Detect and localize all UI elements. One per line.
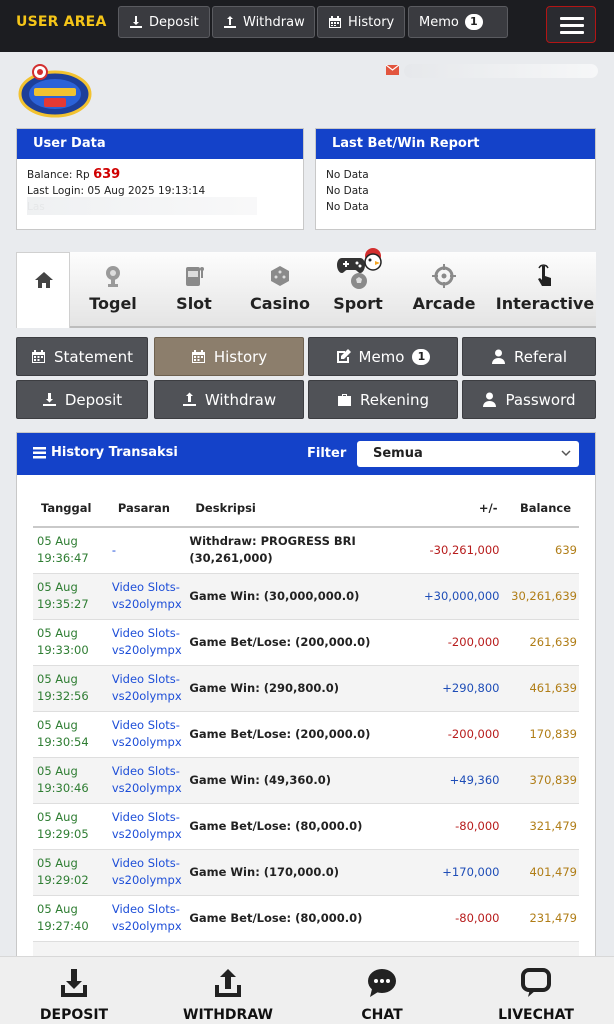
cell-pasaran-line2: vs20olympx	[111, 873, 182, 887]
tab-togel[interactable]	[78, 252, 148, 326]
bottom-deposit-button[interactable]	[14, 957, 134, 1024]
livechat-icon	[520, 967, 552, 999]
cell-date-day: 05 Aug	[37, 718, 78, 732]
filter-select[interactable]	[357, 441, 579, 467]
bottom-chat-button[interactable]	[322, 957, 442, 1024]
cell-pasaran[interactable]	[112, 527, 190, 573]
topbar-history-button[interactable]	[317, 6, 405, 38]
cell-date	[33, 619, 112, 665]
cell-date-time: 19:29:05	[37, 827, 89, 841]
list-icon	[33, 447, 46, 459]
referal-button[interactable]	[462, 337, 596, 376]
calendar-icon	[328, 15, 342, 29]
cell-pasaran-line2: vs20olympx	[111, 735, 182, 749]
cell-amount: -30,261,000	[418, 527, 502, 573]
topbar-memo-label: Memo	[419, 14, 459, 30]
chat-bubble-icon	[366, 967, 398, 999]
rekening-button[interactable]	[308, 380, 458, 419]
bottom-chat-label: CHAT	[361, 1007, 403, 1023]
cell-description: Game Bet/Lose: (200,000.0)	[189, 619, 417, 665]
table-header-row	[33, 489, 579, 527]
table-row	[33, 527, 579, 573]
topbar-memo-button[interactable]	[408, 6, 508, 38]
history-label: History	[213, 347, 268, 366]
cell-pasaran[interactable]	[112, 711, 190, 757]
cell-date	[33, 711, 112, 757]
cell-pasaran[interactable]	[112, 803, 190, 849]
cell-balance: 170,839	[502, 711, 580, 757]
tab-slot-label: Slot	[176, 294, 212, 313]
cell-pasaran-line2: vs20olympx	[111, 827, 182, 841]
cell-balance: 639	[502, 527, 580, 573]
cell-date-day: 05 Aug	[37, 534, 78, 549]
memo-count-badge: 1	[465, 14, 483, 30]
topbar-withdraw-label: Withdraw	[243, 14, 305, 30]
table-row	[33, 619, 579, 665]
cell-date-day: 05 Aug	[37, 626, 78, 640]
edit-icon	[336, 349, 351, 364]
cell-date-time: 19:27:40	[37, 919, 89, 933]
cell-date	[33, 757, 112, 803]
bottom-withdraw-button[interactable]	[168, 957, 288, 1024]
withdraw-button[interactable]	[154, 380, 304, 419]
cell-description: Game Bet/Lose: (80,000.0)	[189, 803, 417, 849]
table-row	[33, 849, 579, 895]
balance-row	[27, 167, 293, 183]
cell-date	[33, 665, 112, 711]
table-row	[33, 665, 579, 711]
withdraw-icon	[182, 392, 197, 407]
cell-pasaran-line1: -	[111, 542, 116, 557]
tab-togel-label: Togel	[89, 294, 137, 313]
cell-pasaran-line2: vs20olympx	[111, 919, 182, 933]
memo-label: Memo	[358, 347, 405, 366]
cell-pasaran-line1: Video Slots-	[111, 626, 180, 640]
last-bet-line: No Data	[326, 169, 369, 181]
cell-date-day: 05 Aug	[37, 810, 78, 824]
cell-pasaran-line2: vs20olympx	[111, 643, 182, 657]
balance-label: Balance: Rp	[27, 169, 90, 181]
statement-button[interactable]	[16, 337, 148, 376]
deposit-button[interactable]	[16, 380, 148, 419]
cell-balance: 261,639	[502, 619, 580, 665]
col-balance: Balance	[502, 489, 580, 527]
cell-balance: 370,839	[502, 757, 580, 803]
cell-balance: 231,479	[502, 895, 580, 941]
history-button[interactable]	[154, 337, 304, 376]
tab-casino[interactable]	[240, 252, 320, 326]
cell-pasaran-line1: Video Slots-	[111, 718, 180, 732]
tab-casino-label: Casino	[250, 294, 310, 313]
tab-interactive[interactable]	[494, 252, 596, 326]
calendar-icon	[31, 349, 46, 364]
topbar-deposit-label: Deposit	[149, 14, 199, 30]
cell-description: Game Win: (30,000,000.0)	[189, 573, 417, 619]
cell-pasaran[interactable]	[112, 573, 190, 619]
cell-pasaran-line1: Video Slots-	[111, 764, 180, 778]
cell-pasaran-line1: Video Slots-	[111, 902, 180, 916]
balance-value: 639	[93, 167, 121, 182]
hamburger-line	[560, 17, 584, 20]
rekening-label: Rekening	[359, 390, 430, 409]
calendar-icon	[191, 349, 206, 364]
cell-description: Game Win: (49,360.0)	[189, 757, 417, 803]
table-row	[33, 803, 579, 849]
upload-icon	[212, 967, 244, 999]
cell-date	[33, 527, 112, 573]
cell-pasaran-line2: vs20olympx	[111, 689, 182, 703]
cell-date	[33, 895, 112, 941]
cell-date-time: 19:30:54	[37, 735, 89, 749]
last-bet-line: No Data	[326, 201, 369, 213]
table-row	[33, 711, 579, 757]
cell-date-day: 05 Aug	[37, 856, 78, 870]
touch-icon	[533, 264, 557, 288]
briefcase-icon	[337, 392, 352, 407]
col-pasaran: Pasaran	[112, 489, 190, 527]
cell-description: Game Bet/Lose: (80,000.0)	[189, 895, 417, 941]
cell-date-time: 19:32:56	[37, 689, 89, 703]
cell-amount: -200,000	[418, 619, 502, 665]
deposit-label: Deposit	[64, 390, 123, 409]
bottom-withdraw-label: WITHDRAW	[183, 1007, 273, 1023]
withdraw-label: Withdraw	[204, 390, 277, 409]
cell-date-time: 19:35:27	[37, 597, 89, 611]
last-partial-row	[27, 199, 293, 215]
cell-amount: +49,360	[418, 757, 502, 803]
password-button[interactable]	[462, 380, 596, 419]
cell-pasaran-line1: Video Slots-	[111, 810, 180, 824]
last-bet-line: No Data	[326, 185, 369, 197]
site-logo[interactable]	[18, 62, 92, 120]
table-row	[33, 895, 579, 941]
blurred-info	[27, 197, 257, 215]
cell-amount: +170,000	[418, 849, 502, 895]
cell-pasaran-line1: Video Slots-	[111, 856, 180, 870]
cell-balance: 30,261,639	[502, 573, 580, 619]
cell-pasaran[interactable]	[112, 757, 190, 803]
cell-pasaran[interactable]	[112, 895, 190, 941]
cell-amount: +30,000,000	[418, 573, 502, 619]
cell-amount: +290,800	[418, 665, 502, 711]
slot-machine-icon	[182, 264, 206, 288]
filter-value: Semua	[373, 446, 423, 461]
dice-icon	[268, 264, 292, 288]
cell-date-time: 19:30:46	[37, 781, 89, 795]
cell-amount: -80,000	[418, 895, 502, 941]
cell-date	[33, 573, 112, 619]
envelope-icon	[386, 65, 399, 75]
home-icon	[34, 271, 54, 289]
tab-sport[interactable]	[328, 252, 388, 326]
cell-pasaran[interactable]	[112, 665, 190, 711]
tab-sport-label: Sport	[333, 294, 383, 313]
last-login: Last Login: 05 Aug 2025 19:13:14	[27, 185, 206, 197]
topbar-history-label: History	[348, 14, 395, 30]
history-header	[17, 433, 595, 475]
table-row	[33, 573, 579, 619]
cell-pasaran-line1: Video Slots-	[111, 580, 180, 594]
cell-description: Game Win: (290,800.0)	[189, 665, 417, 711]
cell-date-day: 05 Aug	[37, 580, 78, 594]
last-bet-panel	[315, 128, 596, 230]
referal-label: Referal	[513, 347, 567, 366]
cell-pasaran[interactable]	[112, 619, 190, 665]
memo-button[interactable]	[308, 337, 458, 376]
brand-title: USER AREA	[16, 14, 107, 30]
trophy-icon	[101, 264, 125, 288]
withdraw-icon	[223, 15, 237, 29]
cell-balance: 321,479	[502, 803, 580, 849]
bottom-livechat-button[interactable]	[476, 957, 596, 1024]
cell-date-time: 19:33:00	[37, 643, 89, 657]
bottom-livechat-label: LIVECHAT	[498, 1007, 574, 1023]
hamburger-menu-button[interactable]	[546, 6, 596, 43]
col-tanggal: Tanggal	[33, 489, 112, 527]
cell-pasaran[interactable]	[112, 849, 190, 895]
user-icon	[482, 392, 497, 407]
cell-description: Withdraw: PROGRESS BRI (30,261,000)	[189, 527, 417, 573]
cell-description: Game Bet/Lose: (200,000.0)	[189, 711, 417, 757]
cell-date-time: 19:36:47	[37, 551, 89, 566]
history-table	[33, 489, 579, 988]
topbar-withdraw-button[interactable]	[212, 6, 315, 38]
tab-slot[interactable]	[162, 252, 226, 326]
cell-date-day: 05 Aug	[37, 902, 78, 916]
cell-date	[33, 849, 112, 895]
password-label: Password	[505, 390, 576, 409]
user-data-title: User Data	[17, 129, 303, 159]
download-icon	[58, 967, 90, 999]
col-amount: +/-	[418, 489, 502, 527]
top-bar	[0, 0, 614, 52]
tab-arcade[interactable]	[408, 252, 480, 326]
cell-balance: 401,479	[502, 849, 580, 895]
history-section	[16, 432, 596, 1024]
cell-amount: -200,000	[418, 711, 502, 757]
cell-pasaran-line2: vs20olympx	[111, 597, 182, 611]
hamburger-line	[560, 31, 584, 34]
cell-pasaran-line1: Video Slots-	[111, 672, 180, 686]
memo-count-badge: 1	[412, 349, 430, 365]
soccer-ball-icon	[350, 272, 368, 290]
table-row	[33, 757, 579, 803]
deposit-icon	[129, 15, 143, 29]
statement-label: Statement	[54, 347, 133, 366]
col-deskripsi: Deskripsi	[189, 489, 417, 527]
cell-date	[33, 803, 112, 849]
tab-home[interactable]	[16, 252, 70, 328]
game-category-bar	[16, 252, 596, 328]
tab-arcade-label: Arcade	[412, 294, 476, 313]
crosshair-icon	[432, 264, 456, 288]
cell-amount: -80,000	[418, 803, 502, 849]
cell-date-day: 05 Aug	[37, 764, 78, 778]
mail-text-blurred	[404, 64, 598, 78]
mail-notice[interactable]	[386, 64, 598, 78]
deposit-icon	[42, 392, 57, 407]
filter-label: Filter	[307, 446, 347, 461]
last-bet-title: Last Bet/Win Report	[316, 129, 595, 159]
cell-date-time: 19:29:02	[37, 873, 89, 887]
topbar-deposit-button[interactable]	[118, 6, 210, 38]
cell-balance: 461,639	[502, 665, 580, 711]
chevron-down-icon	[561, 450, 571, 458]
bottom-nav	[0, 956, 614, 1024]
bottom-deposit-label: DEPOSIT	[39, 1007, 109, 1023]
cell-pasaran-line2: vs20olympx	[111, 781, 182, 795]
history-title: History Transaksi	[51, 445, 178, 460]
user-icon	[491, 349, 506, 364]
cell-date-day: 05 Aug	[37, 672, 78, 686]
user-data-panel	[16, 128, 304, 230]
hamburger-line	[560, 24, 584, 27]
cell-description: Game Win: (170,000.0)	[189, 849, 417, 895]
tab-interactive-label: Interactive	[495, 294, 595, 313]
